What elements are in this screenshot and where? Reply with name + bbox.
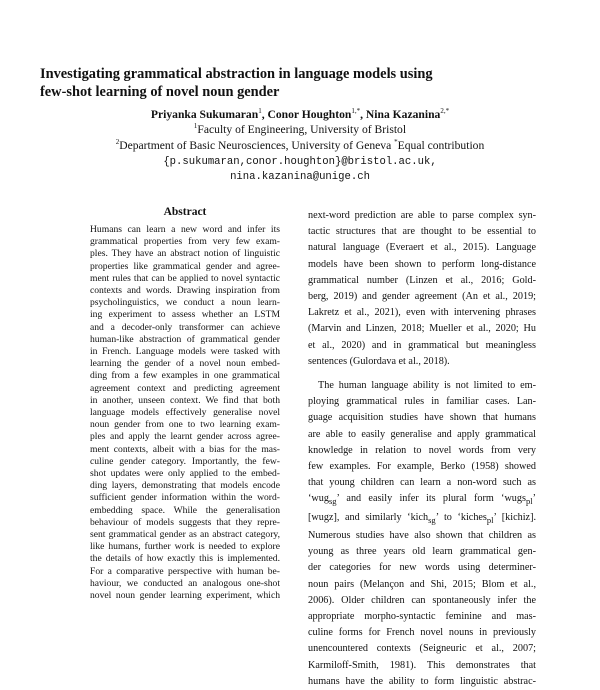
affiliation-1	[40, 123, 560, 137]
intro-paragraph	[308, 378, 536, 690]
abstract-heading: Abstract	[163, 206, 207, 218]
text-fragment: ’ to ‘kiches	[435, 511, 487, 523]
text-line: appropriate morpho-syntactic feminine and mas-	[308, 610, 536, 622]
text-line: behaviour of models suggests that they repre-	[90, 516, 280, 528]
text-line: few examples. For example, Berko (1958) showed	[308, 461, 536, 473]
author-list	[40, 108, 560, 122]
text-line: For a comparative perspective with human be-	[90, 565, 280, 577]
text-line: sufficient gender information within the word-	[90, 492, 280, 504]
text-line: sent grammatical gender as an abstract category,	[90, 529, 280, 541]
text-line: ples. They have an abstract notion of linguistic	[90, 248, 280, 260]
affiliation-text: Department of Basic Neurosciences, University of Geneva	[119, 139, 392, 152]
text-line: shot updates were only applied to the embed-	[90, 468, 280, 480]
text-line: ding layers, demonstrating that models encode	[90, 480, 280, 492]
text-line: models have been shown to perform long-distance	[308, 258, 536, 270]
text-line: ment contexts, albeit with a bias for the mas-	[90, 443, 280, 455]
text-line: der categories for new words using determiner-	[308, 562, 536, 574]
subscript: sg	[328, 496, 337, 507]
subscript: sg	[428, 514, 436, 525]
text-line: tactic structures that are thought to be essential to	[308, 226, 536, 238]
right-column	[308, 208, 536, 690]
text-line: grammatical properties from very few exam-	[90, 236, 280, 248]
author-mark: 2,*	[440, 107, 450, 116]
text-line: berg, 2019) and gender agreement (An et al., 2019;	[308, 291, 536, 303]
text-line: Numerous studies have also shown that children as	[308, 529, 536, 541]
text-fragment: ’ [kichiz].	[493, 511, 537, 523]
text-line: and a decoder-only transformer can achieve	[90, 321, 280, 333]
text-line: ploying grammatical rules in familiar cases. Lan-	[308, 396, 536, 408]
affiliation-mark: 1	[193, 122, 198, 131]
text-line: human-like abstraction of grammatical gender	[90, 333, 280, 345]
text-line	[308, 491, 536, 509]
text-line: haviour, we conducted an analogous one-shot	[90, 577, 280, 589]
text-line: Lakretz et al., 2021), even with intervening phrases	[308, 307, 536, 319]
equal-contribution-mark: *	[394, 138, 398, 147]
intro-paragraph	[308, 208, 536, 370]
text-line: knowledge in relation to novel words from very	[308, 444, 536, 456]
abstract-body	[90, 224, 280, 602]
text-line: Karmiloff-Smith, 1981). This demonstrates that	[308, 659, 536, 671]
email-line: {p.sukumaran,conor.houghton}@bristol.ac.uk,	[163, 156, 437, 168]
text-line: sentences (Gulordava et al., 2018).	[308, 355, 450, 367]
text-line: (Marvin and Linzen, 2018; Mueller et al., 2020; Hu	[308, 323, 536, 335]
title-line: few-shot learning of novel noun gender	[40, 84, 280, 100]
affiliation-2	[40, 139, 560, 153]
text-line: language models effectively generalise novel	[90, 407, 280, 419]
text-line: in French. Language models were tasked with	[90, 346, 280, 358]
text-line: guage acquisition studies have shown that humans	[308, 412, 536, 424]
text-line: 2006). Older children can spontaneously infer the	[308, 594, 536, 606]
equal-contribution-text: Equal contribution	[397, 139, 485, 152]
author-separator: ,	[360, 108, 366, 121]
text-line: in another, unseen context. We find that both	[90, 394, 280, 406]
text-line: culine forms for French novel nouns in previously	[308, 627, 536, 639]
text-line: contexts and words. Drawing inspiration from	[90, 285, 280, 297]
text-line: et al., 2020) and in grammatical but meaningless	[308, 339, 536, 351]
text-line: young as three years old learn grammatical gen-	[308, 546, 536, 558]
author-name: Priyanka Sukumaran	[150, 108, 259, 121]
text-line: unencountered contexts (Seigneuric et al., 2007;	[308, 643, 536, 655]
subscript: pl	[525, 496, 533, 507]
text-fragment: ’	[532, 493, 536, 505]
text-line: like humans, further work is needed to explore	[90, 541, 280, 553]
text-line: ing experiment to assess whether an LSTM	[90, 309, 280, 321]
text-line: noun pairs (Melançon and Shi, 2015; Blom et al.,	[308, 578, 536, 590]
text-line: next-word prediction are able to parse complex syn-	[308, 210, 536, 221]
title-line: Investigating grammatical abstraction in language models using	[40, 66, 433, 82]
text-line: The human language ability is not limited to em-	[318, 380, 536, 392]
text-line: psycholinguistics, we conduct a noun learn-	[90, 297, 280, 309]
text-line: properties like grammatical gender and agree-	[90, 260, 280, 272]
text-fragment: [wugz], and similarly ‘kich	[308, 511, 429, 523]
text-line: the details of how exactly this is implemented.	[90, 553, 280, 565]
text-fragment: ’ and easily infer its plural form ‘wugs	[336, 493, 526, 505]
author-separator: ,	[261, 108, 268, 121]
text-line: novel noun gender learning experiment, which	[90, 590, 280, 602]
author-mark: 1	[258, 107, 262, 116]
text-line: noun gender from one to two learning exam-	[90, 419, 280, 431]
text-line: learning the gender of a novel noun embed-	[90, 358, 280, 370]
text-line: agreement context and predicting agreement	[90, 382, 280, 394]
text-line: culine gender category. Importantly, the few-	[90, 455, 280, 467]
subscript: pl	[486, 514, 494, 525]
author-name: Nina Kazanina	[365, 108, 441, 121]
text-fragment: ‘wug	[308, 493, 329, 505]
text-line: humans have the ability to form linguistic abstrac-	[308, 675, 536, 687]
text-line: are able to easily generalise and apply grammatical	[308, 428, 536, 440]
author-name: Conor Houghton	[267, 108, 352, 121]
author-mark: 1,*	[351, 107, 361, 116]
paper-title	[40, 65, 560, 101]
text-line: ment rules that can be applied to novel syntactic	[90, 272, 280, 284]
text-line: ding from a few examples in one grammatical	[90, 370, 280, 382]
text-line: that young children can learn a non-word such as	[308, 477, 536, 489]
email-line: nina.kazanina@unige.ch	[230, 171, 370, 183]
text-line: ples and apply the learnt gender across agree-	[90, 431, 280, 443]
text-line	[308, 510, 536, 528]
text-line: embedding space. While the generalisation	[90, 504, 280, 516]
affiliation-mark: 2	[115, 138, 120, 147]
text-line: grammatical number (Linzen et al., 2016; Gold-	[308, 274, 536, 286]
text-line: natural language (Everaert et al., 2015). Language	[308, 242, 536, 254]
affiliation-text: Faculty of Engineering, University of Bristol	[197, 123, 407, 136]
text-line: Humans can learn a new word and infer its	[90, 224, 280, 235]
